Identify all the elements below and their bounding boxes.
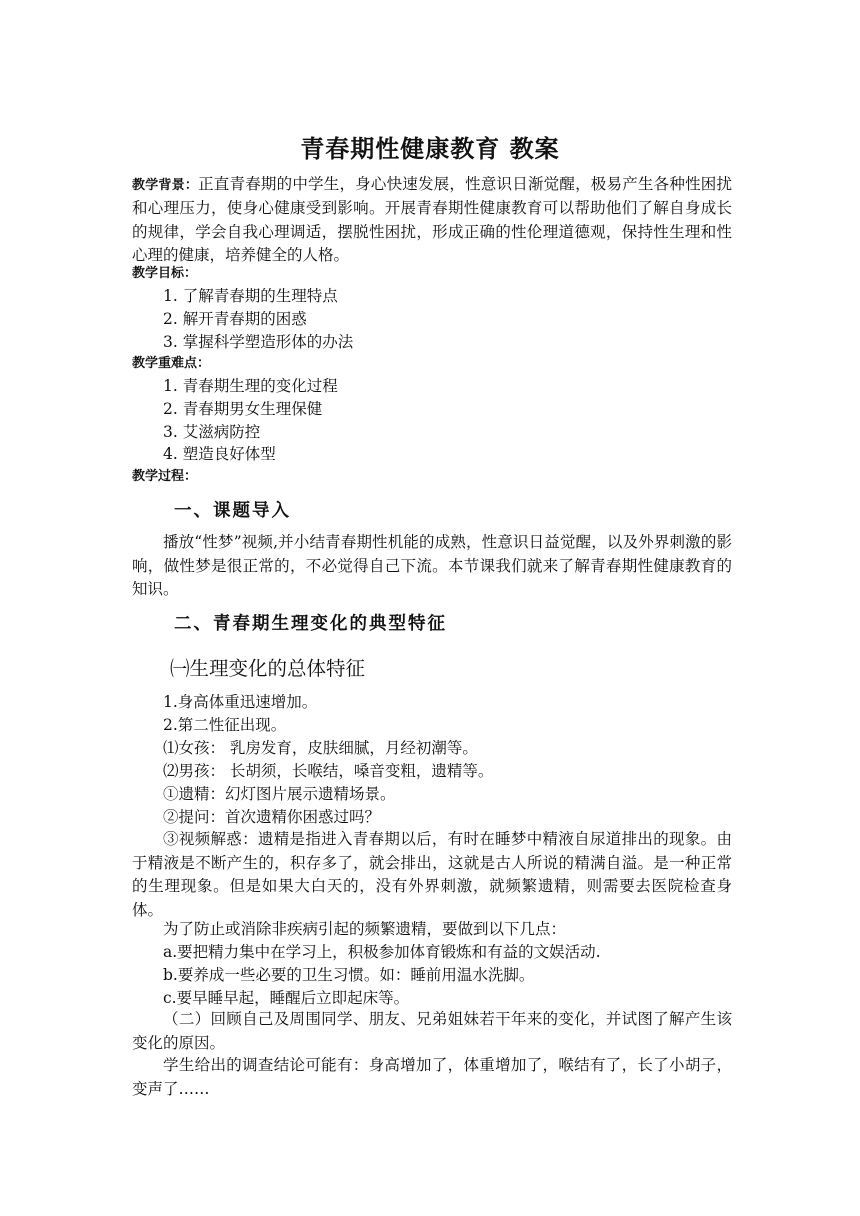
review-paragraph: （二）回顾自己及周围同学、朋友、兄弟姐妹若干年来的变化，并试图了解产生该变化的原因。	[132, 1010, 732, 1052]
feature-line: 1.身高体重迅速增加。	[163, 693, 318, 711]
prevent-item: b.要养成一些必要的卫生习惯。如：睡前用温水洗脚。	[163, 966, 535, 984]
student-conclusion-paragraph: 学生给出的调查结论可能有：身高增加了，体重增加了，喉结有了，长了小胡子，变声了……	[132, 1056, 732, 1098]
prevent-intro: 为了防止或消除非疾病引起的频繁遗精，要做到以下几点：	[163, 920, 567, 938]
key-point-item: 1. 青春期生理的变化过程	[163, 377, 338, 395]
feature-line: ⑴女孩： 乳房发育，皮肤细腻，月经初潮等。	[163, 739, 478, 757]
explain-paragraph: ③视频解惑：遗精是指进入青春期以后，有时在睡梦中精液自尿道排出的现象。由于精液是不断产生的，积存多了，就会排出，这就是古人所说的精满自溢。是一种正常的生理现象。但是如果大白天的，没有外界刺激，就频繁遗精，则需要去医院检查身体。	[132, 830, 732, 919]
prevent-item: c.要早睡早起，睡醒后立即起床等。	[163, 989, 410, 1007]
background-label: 教学背景：	[132, 178, 199, 193]
feature-line: ①遗精：幻灯图片展示遗精场景。	[163, 785, 396, 803]
subsection-heading-overall: ㈠生理变化的总体特征	[170, 657, 366, 680]
background-paragraph	[132, 173, 732, 267]
goal-item: 2. 解开青春期的困惑	[163, 310, 307, 328]
feature-line: 2.第二性征出现。	[163, 716, 287, 734]
section-heading-intro: 一、课题导入	[174, 501, 291, 521]
goals-label: 教学目标：	[132, 266, 198, 281]
key-point-item: 4. 塑造良好体型	[163, 445, 276, 463]
goal-item: 3. 掌握科学塑造形体的办法	[163, 333, 354, 351]
background-text: 正直青春期的中学生，身心快速发展，性意识日渐觉醒，极易产生各种性困扰和心理压力，使身心健康受到影响。开展青春期性健康教育可以帮助他们了解自身成长的规律，学会自我心理调适，摆脱性困扰，形成正确的性伦理道德观，保持性生理和性心理的健康，培养健全的人格。	[132, 175, 732, 264]
key-point-item: 2. 青春期男女生理保健	[163, 400, 323, 418]
prevent-item: a.要把精力集中在学习上，积极参加体育锻炼和有益的文娱活动.	[163, 943, 601, 961]
key-point-item: 3. 艾滋病防控	[163, 423, 261, 441]
section-heading-features: 二、青春期生理变化的典型特征	[174, 614, 447, 634]
feature-line: ⑵男孩： 长胡须，长喉结，嗓音变粗，遗精等。	[163, 762, 494, 780]
key-points-label: 教学重难点：	[132, 356, 211, 371]
page-title: 青春期性健康教育 教案	[300, 135, 560, 163]
feature-line: ②提问：首次遗精你困惑过吗？	[163, 808, 381, 826]
process-label: 教学过程：	[132, 469, 198, 484]
goal-item: 1. 了解青春期的生理特点	[163, 287, 338, 305]
intro-paragraph: 播放“性梦”视频,并小结青春期性机能的成熟，性意识日益觉醒，以及外界刺激的影响，做性梦是很正常的，不必觉得自己下流。本节课我们就来了解青春期性健康教育的知识。	[132, 533, 732, 598]
